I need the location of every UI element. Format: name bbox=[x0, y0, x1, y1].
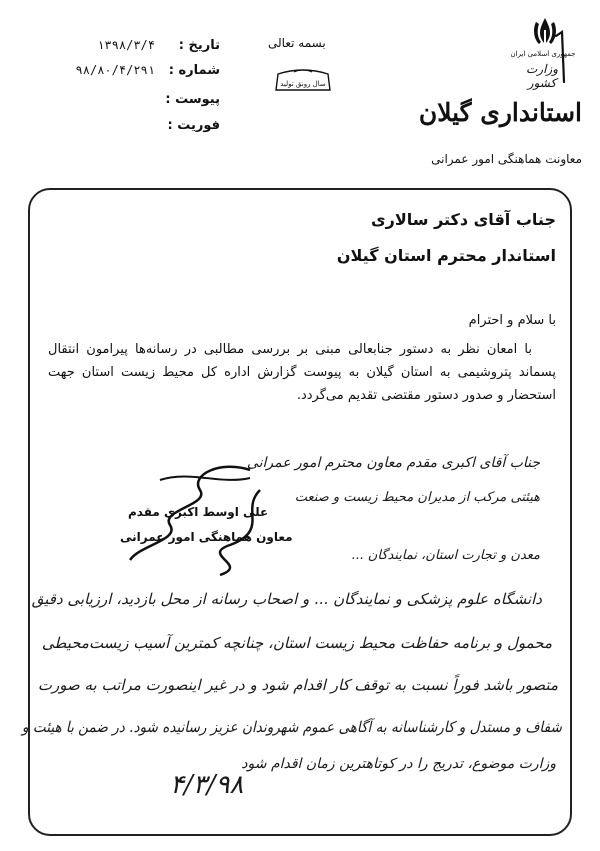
number-label: شماره : bbox=[168, 63, 220, 78]
handwritten-line-2: هیئتی مرکب از مدیران محیط زیست و صنعت bbox=[294, 490, 540, 505]
meta-attachment bbox=[60, 92, 220, 112]
handwritten-line-8: وزارت موضوع، تدریج را در کوتاهترین زمان اقدام شود bbox=[241, 756, 556, 772]
signatory-name: علی اوسط اکبری مقدم bbox=[128, 505, 269, 519]
handwritten-line-5: محمول و برنامه حفاظت محیط زیست استان، چنانچه کمترین آسیب زیست‌محیطی bbox=[41, 634, 552, 652]
date-value: ۱۳۹۸/۳/۴ bbox=[97, 38, 155, 52]
ministry-name: وزارت کشور bbox=[525, 62, 558, 90]
basmala: بسمه تعالی bbox=[268, 36, 326, 50]
handwritten-date: ۴/۳/۹۸ bbox=[170, 770, 244, 800]
handwritten-line-4: دانشگاه علوم پزشکی و نمایندگان ... و اصحاب رسانه از محل بازدید، ارزیابی دقیق bbox=[31, 590, 542, 608]
page-mark-one bbox=[552, 28, 572, 86]
signatory-title: معاون هماهنگی امور عمرانی bbox=[120, 530, 293, 544]
letter-body: با امعان نظر به دستور جنابعالی مبنی بر بررسی مطالبی در رسانه‌ها پیرامون انتقال پسماند پتروشیمی به استان گیلان به پیوست گزارش اداره کل محیط زیست استان جهت استحضار و صدور دستور مقتضی تقدیم می‌گردد. bbox=[48, 342, 556, 403]
number-value: ۹۸/۸۰/۴/۲۹۱ bbox=[75, 63, 155, 77]
date-label: تاریخ : bbox=[178, 38, 220, 53]
handwritten-line-1: جناب آقای اکبری مقدم معاون محترم امور عمرانی bbox=[246, 455, 540, 471]
year-motto-text: سال رونق تولید bbox=[280, 80, 326, 88]
handwritten-line-7: شفاف و مستدل و کارشناسانه به آگاهی عموم شهروندان عزیز رسانیده شود. در ضمن با هیئت و bbox=[22, 718, 562, 736]
meta-date bbox=[60, 38, 220, 58]
greeting: با سلام و احترام bbox=[468, 313, 556, 328]
urgency-label: فوریت : bbox=[167, 118, 220, 133]
handwritten-line-3: معدن و تجارت استان، نمایندگان ... bbox=[351, 548, 540, 563]
handwritten-line-6: متصور باشد فوراً نسبت به توقف کار اقدام شود و در غیر اینصورت مراتب به صورت bbox=[37, 676, 558, 694]
ministry-motto: جمهوری اسلامی ایران bbox=[510, 50, 576, 58]
attachment-label: پیوست : bbox=[165, 92, 220, 107]
meta-number bbox=[60, 63, 220, 83]
meta-urgency bbox=[60, 118, 220, 138]
department-name: معاونت هماهنگی امور عمرانی bbox=[431, 152, 582, 166]
recipient-name: جناب آقای دکتر سالاری bbox=[370, 210, 556, 229]
recipient-title: استاندار محترم استان گیلان bbox=[336, 246, 556, 265]
governorate-name: استانداری گیلان bbox=[418, 98, 582, 127]
